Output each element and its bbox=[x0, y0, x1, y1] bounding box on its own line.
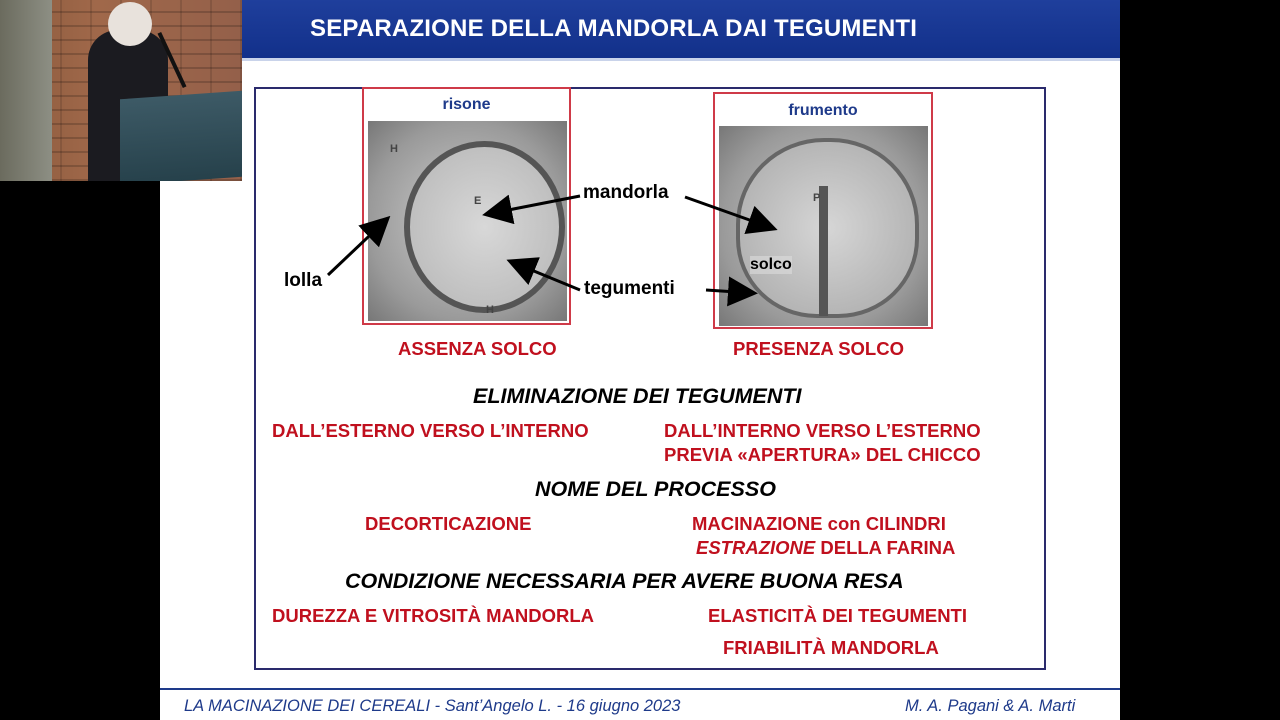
heading-eliminazione: ELIMINAZIONE DEI TEGUMENTI bbox=[473, 384, 802, 408]
wheat-crease bbox=[819, 186, 827, 316]
cond-right-line2: FRIABILITÀ MANDORLA bbox=[723, 637, 939, 658]
callout-tegumenti: tegumenti bbox=[584, 278, 675, 299]
presentation-slide bbox=[160, 0, 1120, 720]
wheat-image-panel bbox=[713, 92, 933, 329]
cond-left-line1: DUREZZA E VITROSITÀ MANDORLA bbox=[272, 605, 595, 626]
footer-left: LA MACINAZIONE DEI CEREALI - Sant’Angelo L. - 16 giugno 2023 bbox=[184, 697, 681, 715]
process-left-line1: DECORTICAZIONE bbox=[365, 513, 532, 534]
caption-assenza-solco: ASSENZA SOLCO bbox=[398, 338, 557, 359]
rice-image-panel bbox=[362, 87, 571, 325]
elim-right-line2: PREVIA «APERTURA» DEL CHICCO bbox=[664, 444, 981, 465]
elim-right-line1: DALL’INTERNO VERSO L’ESTERNO bbox=[664, 420, 981, 441]
footer-right: M. A. Pagani & A. Marti bbox=[905, 697, 1076, 715]
wheat-mark-p: P bbox=[813, 192, 821, 204]
rice-mark-h-top: H bbox=[390, 143, 398, 155]
wheat-grain-photo bbox=[719, 126, 928, 326]
callout-lolla: lolla bbox=[284, 270, 323, 291]
rice-grain-photo bbox=[368, 121, 567, 321]
heading-condizione: CONDIZIONE NECESSARIA PER AVERE BUONA RESA bbox=[345, 569, 904, 593]
footer-divider bbox=[160, 688, 1120, 690]
speaker-webcam-overlay bbox=[0, 0, 242, 181]
podium bbox=[120, 91, 242, 181]
callout-mandorla: mandorla bbox=[583, 182, 669, 203]
title-bar bbox=[160, 0, 1120, 61]
process-right-line2 bbox=[696, 537, 955, 559]
rice-mark-e: E bbox=[474, 195, 482, 207]
caption-presenza-solco: PRESENZA SOLCO bbox=[733, 338, 904, 359]
webcam-window-background bbox=[0, 0, 52, 181]
rice-grain-shape bbox=[404, 141, 565, 313]
callout-solco: solco bbox=[750, 256, 792, 273]
process-right-line1: MACINAZIONE con CILINDRI bbox=[692, 513, 946, 534]
cond-right-line1: ELASTICITÀ DEI TEGUMENTI bbox=[708, 605, 967, 626]
speaker-head bbox=[108, 2, 152, 46]
heading-nome-processo: NOME DEL PROCESSO bbox=[535, 477, 776, 501]
wheat-label: frumento bbox=[788, 102, 858, 119]
process-right-line2-rest: DELLA FARINA bbox=[815, 537, 956, 558]
slide-title: SEPARAZIONE DELLA MANDORLA DAI TEGUMENTI bbox=[310, 15, 918, 42]
rice-mark-h-bottom: H bbox=[486, 304, 494, 316]
process-right-line2-italic: ESTRAZIONE bbox=[696, 537, 816, 558]
rice-label: risone bbox=[442, 96, 491, 113]
elim-left-line1: DALL’ESTERNO VERSO L’INTERNO bbox=[272, 420, 589, 441]
